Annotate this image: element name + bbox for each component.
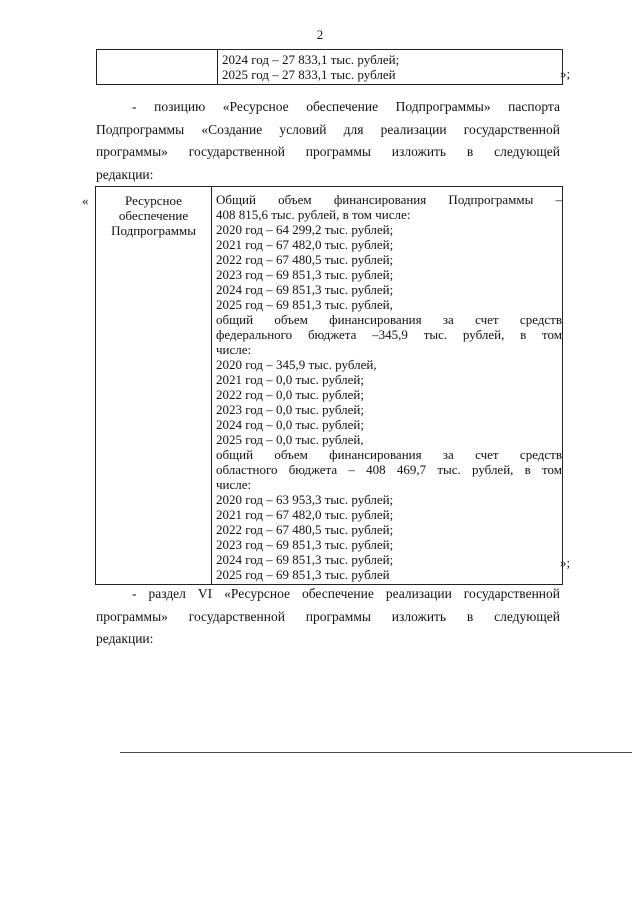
resource-label-cell bbox=[96, 187, 212, 585]
close-quote: »; bbox=[560, 555, 571, 570]
label-line: обеспечение bbox=[118, 208, 189, 223]
table-line: 2020 год – 345,9 тыс. рублей, bbox=[216, 357, 377, 372]
table-line: областного бюджета – 408 469,7 тыс. рублей, в том bbox=[216, 462, 562, 477]
paragraph-line: - раздел VI «Ресурсное обеспечение реализации государственной bbox=[132, 586, 560, 601]
open-quote: « bbox=[82, 193, 89, 208]
paragraph-amend-position bbox=[96, 96, 560, 186]
resource-table bbox=[95, 186, 563, 585]
table-line: 2022 год – 0,0 тыс. рублей; bbox=[216, 387, 364, 402]
table-line: 2024 год – 27 833,1 тыс. рублей; bbox=[222, 52, 400, 67]
table-line: 2020 год – 64 299,2 тыс. рублей; bbox=[216, 222, 394, 237]
table-line: Общий объем финансирования Подпрограммы – bbox=[216, 192, 562, 207]
table-line: 2022 год – 67 480,5 тыс. рублей; bbox=[216, 522, 394, 537]
close-quote: »; bbox=[560, 66, 571, 81]
table-line: числе: bbox=[216, 342, 252, 357]
table-line: 2025 год – 69 851,3 тыс. рублей, bbox=[216, 297, 393, 312]
paragraph-line: редакции: bbox=[96, 166, 154, 182]
table-line: 2023 год – 69 851,3 тыс. рублей; bbox=[216, 537, 394, 552]
table-line: 408 815,6 тыс. рублей, в том числе: bbox=[216, 207, 411, 222]
top-table-empty-cell bbox=[97, 50, 218, 85]
top-table-fragment bbox=[96, 49, 563, 85]
table-line: 2022 год – 67 480,5 тыс. рублей; bbox=[216, 252, 394, 267]
table-line: общий объем финансирования за счет средств bbox=[216, 312, 562, 327]
table-line: числе: bbox=[216, 477, 252, 492]
table-line: 2025 год – 0,0 тыс. рублей, bbox=[216, 432, 364, 447]
paragraph-line: программы» государственной программы изложить в следующей bbox=[96, 608, 560, 624]
table-line: 2020 год – 63 953,3 тыс. рублей; bbox=[216, 492, 394, 507]
paragraph-line: программы» государственной программы изложить в следующей bbox=[96, 144, 560, 159]
top-table-text-cell bbox=[218, 50, 563, 85]
label-line: Ресурсное bbox=[125, 193, 182, 208]
horizontal-rule bbox=[120, 752, 632, 753]
table-line: 2024 год – 69 851,3 тыс. рублей; bbox=[216, 282, 394, 297]
paragraph-amend-section bbox=[96, 583, 560, 651]
paragraph-line: редакции: bbox=[96, 631, 154, 646]
paragraph-line: Подпрограммы «Создание условий для реализации государственной bbox=[96, 121, 560, 137]
table-line: 2025 год – 27 833,1 тыс. рублей bbox=[222, 67, 396, 82]
table-line: 2023 год – 0,0 тыс. рублей; bbox=[216, 402, 364, 417]
table-line: 2023 год – 69 851,3 тыс. рублей; bbox=[216, 267, 394, 282]
table-line: 2024 год – 69 851,3 тыс. рублей; bbox=[216, 552, 394, 567]
label-line: Подпрограммы bbox=[111, 223, 196, 238]
table-line: общий объем финансирования за счет средств bbox=[216, 447, 562, 462]
table-line: 2021 год – 0,0 тыс. рублей; bbox=[216, 372, 364, 387]
paragraph-line: - позицию «Ресурсное обеспечение Подпрограммы» паспорта bbox=[132, 99, 560, 114]
resource-text-cell bbox=[212, 187, 563, 585]
table-line: 2024 год – 0,0 тыс. рублей; bbox=[216, 417, 364, 432]
table-line: федерального бюджета –345,9 тыс. рублей, в том bbox=[216, 327, 562, 342]
page-number: 2 bbox=[316, 27, 324, 42]
table-line: 2021 год – 67 482,0 тыс. рублей; bbox=[216, 507, 394, 522]
table-line: 2021 год – 67 482,0 тыс. рублей; bbox=[216, 237, 394, 252]
table-line: 2025 год – 69 851,3 тыс. рублей bbox=[216, 567, 390, 582]
